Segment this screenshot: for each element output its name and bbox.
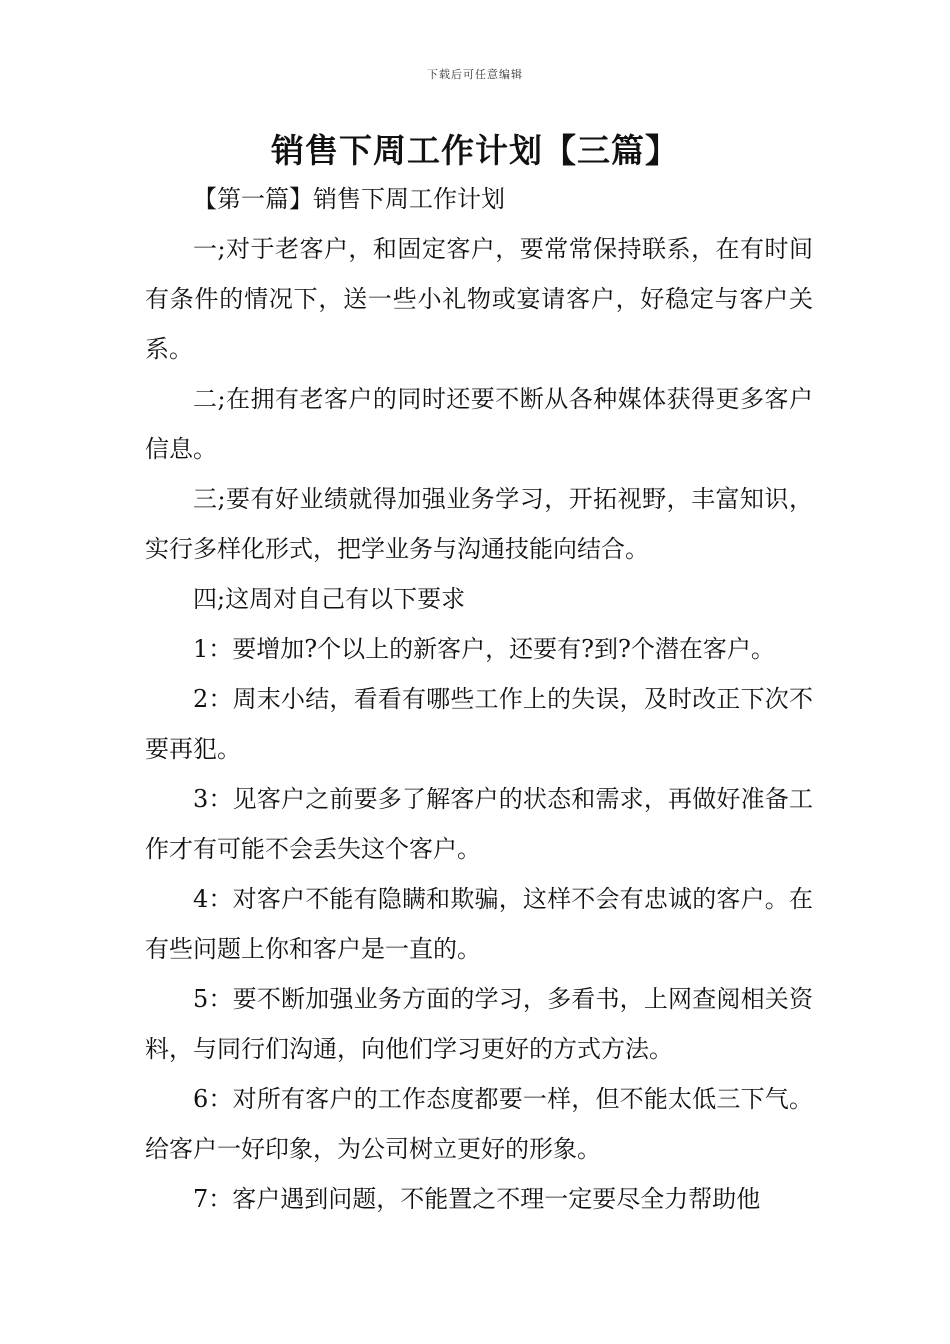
list-item: 1：要增加?个以上的新客户，还要有?到?个潜在客户。 bbox=[193, 635, 775, 663]
list-item: 6：对所有客户的工作态度都要一样，但不能太低三下气。给客户一好印象，为公司树立更好的形象。 bbox=[145, 1085, 813, 1163]
list-item: 2：周末小结，看看有哪些工作上的失误，及时改正下次不要再犯。 bbox=[145, 685, 813, 763]
list-item: 7：客户遇到问题，不能置之不理一定要尽全力帮助他 bbox=[193, 1185, 761, 1213]
document-body bbox=[145, 174, 813, 1224]
paragraph: 一;对于老客户，和固定客户，要常常保持联系，在有时间有条件的情况下，送一些小礼物或宴请客户，好稳定与客户关系。 bbox=[145, 235, 813, 363]
paragraph: 三;要有好业绩就得加强业务学习，开拓视野，丰富知识，实行多样化形式，把学业务与沟通技能向结合。 bbox=[145, 485, 813, 563]
paragraph: 二;在拥有老客户的同时还要不断从各种媒体获得更多客户信息。 bbox=[145, 385, 813, 463]
paragraph: 四;这周对自己有以下要求 bbox=[193, 585, 466, 613]
list-item: 5：要不断加强业务方面的学习，多看书，上网查阅相关资料，与同行们沟通，向他们学习更好的方式方法。 bbox=[145, 985, 813, 1063]
list-item: 3：见客户之前要多了解客户的状态和需求，再做好准备工作才有可能不会丢失这个客户。 bbox=[145, 785, 813, 863]
header-note: 下载后可任意编辑 bbox=[427, 68, 523, 81]
section-heading: 【第一篇】销售下周工作计划 bbox=[193, 185, 505, 213]
document-title: 销售下周工作计划【三篇】 bbox=[271, 131, 679, 170]
list-item: 4：对客户不能有隐瞒和欺骗，这样不会有忠诚的客户。在有些问题上你和客户是一直的。 bbox=[145, 885, 813, 963]
